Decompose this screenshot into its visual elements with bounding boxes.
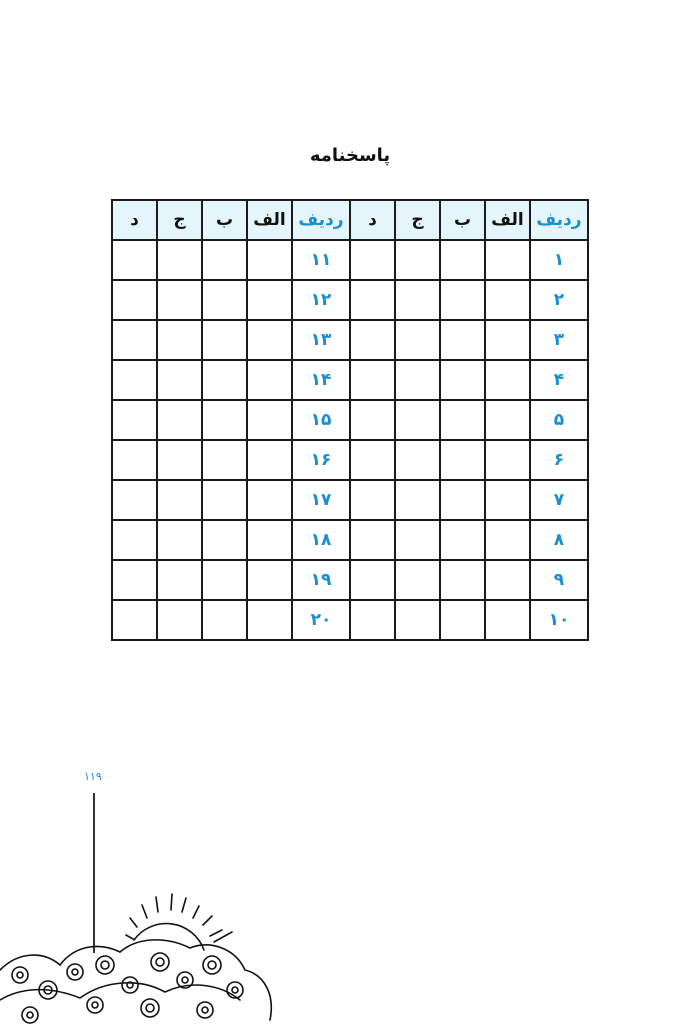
answer-cell-b[interactable] xyxy=(202,360,247,400)
cloud-swirls-icon xyxy=(0,940,271,1023)
row-number: ۴ xyxy=(530,360,588,400)
answer-cell-a[interactable] xyxy=(485,480,530,520)
answer-cell-d[interactable] xyxy=(350,360,395,400)
answer-cell-a[interactable] xyxy=(485,560,530,600)
answer-cell-a[interactable] xyxy=(247,240,292,280)
row-number: ۱۰ xyxy=(530,600,588,640)
answer-cell-c[interactable] xyxy=(395,360,440,400)
answer-cell-a[interactable] xyxy=(247,520,292,560)
answer-cell-b[interactable] xyxy=(202,600,247,640)
row-number: ۱۶ xyxy=(292,440,350,480)
row-number: ۱۷ xyxy=(292,480,350,520)
table-row xyxy=(112,600,588,640)
answer-cell-b[interactable] xyxy=(440,400,485,440)
sun-and-clouds-illustration xyxy=(0,880,280,1026)
answer-cell-b[interactable] xyxy=(440,360,485,400)
table-row xyxy=(112,480,588,520)
answer-cell-d[interactable] xyxy=(350,440,395,480)
answer-cell-a[interactable] xyxy=(485,400,530,440)
answer-cell-d[interactable] xyxy=(112,600,157,640)
table-row xyxy=(112,240,588,280)
answer-cell-c[interactable] xyxy=(157,600,202,640)
table-row xyxy=(112,440,588,480)
header-option-c: ج xyxy=(395,200,440,240)
answer-cell-a[interactable] xyxy=(247,400,292,440)
header-row-index: ردیف xyxy=(530,200,588,240)
row-number: ۷ xyxy=(530,480,588,520)
sun-rays-icon xyxy=(126,894,232,942)
answer-cell-b[interactable] xyxy=(440,520,485,560)
answer-cell-c[interactable] xyxy=(395,560,440,600)
answer-cell-b[interactable] xyxy=(202,520,247,560)
answer-cell-a[interactable] xyxy=(247,320,292,360)
answer-cell-a[interactable] xyxy=(485,280,530,320)
answer-cell-d[interactable] xyxy=(112,440,157,480)
answer-cell-d[interactable] xyxy=(350,320,395,360)
row-number: ۱۳ xyxy=(292,320,350,360)
header-option-a: الف xyxy=(247,200,292,240)
answer-cell-a[interactable] xyxy=(485,440,530,480)
row-number: ۱ xyxy=(530,240,588,280)
page-title: پاسخنامه xyxy=(309,145,391,166)
row-number: ۲ xyxy=(530,280,588,320)
table-row xyxy=(112,320,588,360)
answer-cell-c[interactable] xyxy=(157,240,202,280)
table-row xyxy=(112,560,588,600)
answer-cell-d[interactable] xyxy=(350,560,395,600)
header-row-index: ردیف xyxy=(292,200,350,240)
answer-cell-d[interactable] xyxy=(112,400,157,440)
answer-cell-b[interactable] xyxy=(202,240,247,280)
answer-cell-d[interactable] xyxy=(350,480,395,520)
answer-cell-a[interactable] xyxy=(247,360,292,400)
answer-cell-b[interactable] xyxy=(202,480,247,520)
answer-cell-c[interactable] xyxy=(157,280,202,320)
answer-cell-c[interactable] xyxy=(157,360,202,400)
row-number: ۹ xyxy=(530,560,588,600)
answer-cell-c[interactable] xyxy=(157,560,202,600)
header-option-d: د xyxy=(112,200,157,240)
answer-cell-d[interactable] xyxy=(112,560,157,600)
answer-cell-d[interactable] xyxy=(112,520,157,560)
table-row xyxy=(112,360,588,400)
row-number: ۳ xyxy=(530,320,588,360)
table-row xyxy=(112,520,588,560)
row-number: ۱۱ xyxy=(292,240,350,280)
answer-cell-c[interactable] xyxy=(395,320,440,360)
row-number: ۲۰ xyxy=(292,600,350,640)
answer-cell-d[interactable] xyxy=(112,240,157,280)
answer-cell-a[interactable] xyxy=(485,240,530,280)
row-number: ۸ xyxy=(530,520,588,560)
header-option-b: ب xyxy=(440,200,485,240)
answer-cell-a[interactable] xyxy=(247,440,292,480)
answer-cell-c[interactable] xyxy=(157,320,202,360)
answer-cell-b[interactable] xyxy=(440,480,485,520)
answer-cell-b[interactable] xyxy=(440,600,485,640)
answer-cell-a[interactable] xyxy=(485,360,530,400)
row-number: ۶ xyxy=(530,440,588,480)
answer-cell-d[interactable] xyxy=(350,240,395,280)
header-option-c: ج xyxy=(157,200,202,240)
answer-cell-d[interactable] xyxy=(112,480,157,520)
answer-cell-c[interactable] xyxy=(395,400,440,440)
page-number: ۱۱۹ xyxy=(84,770,102,783)
answer-cell-c[interactable] xyxy=(157,440,202,480)
answer-cell-d[interactable] xyxy=(350,600,395,640)
answer-cell-a[interactable] xyxy=(247,600,292,640)
answer-cell-c[interactable] xyxy=(157,400,202,440)
answer-cell-d[interactable] xyxy=(350,400,395,440)
table-header-row xyxy=(112,200,588,240)
answer-cell-c[interactable] xyxy=(395,440,440,480)
answer-cell-c[interactable] xyxy=(157,480,202,520)
answer-cell-d[interactable] xyxy=(112,320,157,360)
answer-cell-b[interactable] xyxy=(202,560,247,600)
header-option-d: د xyxy=(350,200,395,240)
answer-cell-c[interactable] xyxy=(395,520,440,560)
answer-cell-b[interactable] xyxy=(202,400,247,440)
header-option-a: الف xyxy=(485,200,530,240)
answer-cell-b[interactable] xyxy=(440,560,485,600)
answer-cell-c[interactable] xyxy=(157,520,202,560)
answer-cell-a[interactable] xyxy=(485,520,530,560)
answer-cell-b[interactable] xyxy=(440,240,485,280)
answer-cell-c[interactable] xyxy=(395,480,440,520)
row-number: ۱۲ xyxy=(292,280,350,320)
answer-sheet-table xyxy=(111,199,589,641)
answer-cell-b[interactable] xyxy=(202,440,247,480)
answer-cell-c[interactable] xyxy=(395,240,440,280)
answer-cell-b[interactable] xyxy=(440,280,485,320)
answer-cell-c[interactable] xyxy=(395,600,440,640)
row-number: ۱۵ xyxy=(292,400,350,440)
row-number: ۱۸ xyxy=(292,520,350,560)
answer-cell-d[interactable] xyxy=(112,280,157,320)
header-option-b: ب xyxy=(202,200,247,240)
answer-cell-a[interactable] xyxy=(485,320,530,360)
answer-cell-b[interactable] xyxy=(440,440,485,480)
row-number: ۵ xyxy=(530,400,588,440)
table-row xyxy=(112,400,588,440)
answer-cell-a[interactable] xyxy=(247,560,292,600)
answer-cell-a[interactable] xyxy=(247,480,292,520)
answer-cell-b[interactable] xyxy=(202,320,247,360)
answer-cell-d[interactable] xyxy=(112,360,157,400)
answer-cell-d[interactable] xyxy=(350,520,395,560)
answer-cell-a[interactable] xyxy=(485,600,530,640)
answer-cell-b[interactable] xyxy=(202,280,247,320)
answer-cell-a[interactable] xyxy=(247,280,292,320)
answer-cell-b[interactable] xyxy=(440,320,485,360)
table-row xyxy=(112,280,588,320)
row-number: ۱۹ xyxy=(292,560,350,600)
row-number: ۱۴ xyxy=(292,360,350,400)
answer-cell-c[interactable] xyxy=(395,280,440,320)
answer-cell-d[interactable] xyxy=(350,280,395,320)
